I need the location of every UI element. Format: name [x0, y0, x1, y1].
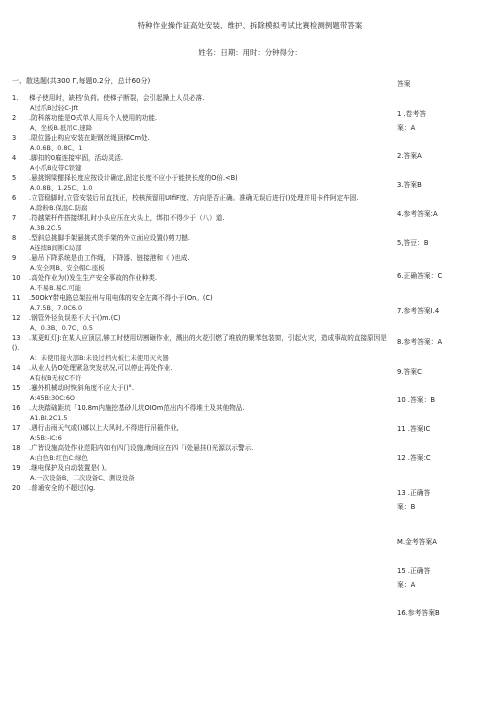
question-item	[12, 483, 388, 493]
answer-item	[397, 536, 437, 546]
question-text	[12, 333, 388, 353]
question-item	[12, 213, 388, 233]
answer-text: 8.参考答案：A	[397, 338, 443, 346]
question-text	[12, 233, 388, 243]
section-heading: 一、散选题(共300 Γ,每题0.2分，总计60分)	[12, 77, 151, 85]
question-item	[12, 133, 388, 153]
answer-item	[397, 452, 431, 462]
question-stem: .悬吊下降系统是由工作绳，下降器、链接港和《 )也成.	[29, 254, 190, 262]
question-options: A连续B间断C局部	[30, 244, 82, 252]
question-number: 2	[12, 114, 17, 122]
question-text	[12, 173, 388, 183]
question-text	[12, 423, 388, 433]
answer-item	[397, 487, 430, 511]
answer-text-continued: 案：B	[397, 503, 416, 511]
answer-text: 10 .答案：B	[397, 396, 436, 404]
question-text	[12, 313, 388, 323]
question-number: 1.	[12, 94, 19, 102]
question-stem: .限位器止构应安装在距钢丝绳顶梯Cm处.	[29, 134, 150, 142]
question-text	[12, 403, 388, 413]
question-options: A:45B:30C:6O	[30, 394, 75, 402]
question-item	[12, 113, 388, 133]
question-options: A:5B:-iC:6	[30, 434, 62, 442]
answer-text: 7.参考答案I.4	[397, 307, 440, 315]
answer-text-continued: 案：A	[397, 581, 416, 589]
question-options: A、坐板B.抵吊C.速降	[30, 124, 93, 132]
question-item	[12, 403, 388, 423]
answer-text: 4.参考答案:A	[397, 210, 438, 218]
question-text	[12, 293, 388, 303]
question-options: A.0.8B、1.25C、1.0	[30, 184, 93, 192]
question-text	[12, 443, 388, 453]
question-options: A.7.5B、7.0C6.0	[30, 304, 83, 312]
question-item	[12, 233, 388, 253]
question-number: 14	[12, 364, 21, 372]
question-item	[12, 383, 388, 403]
answer-header: 答案	[397, 80, 411, 88]
question-stem: .型斜总挑脚手架悬挑式货手架的外立面应设置()剪刀撼.	[29, 234, 190, 242]
question-text	[12, 153, 388, 163]
question-stem: .钢管外径负误差不大于()m.(C)	[29, 314, 121, 322]
answer-item	[397, 305, 439, 315]
question-stem: .立管稳脚时,立管安装后吊直找正，校核预留用UIfiF度、方向是否正确。准确无误后进行()处理并用卡件阿定车固.	[29, 194, 359, 202]
answer-item	[397, 336, 442, 346]
question-stem: .防科落功能是O式单人用兵个人使用的功能.	[29, 114, 158, 122]
question-number: 19	[12, 464, 21, 472]
question-stem: .大块踏础距坑「10.8m内施挖基砂儿坑OIOm范出内不得堆土及其他物品.	[29, 404, 245, 412]
question-stem: 梯子使用时，缺档'负荷。使梯子断裂，会引起操上人员必落.	[29, 94, 205, 102]
question-number: 3	[12, 134, 17, 142]
question-number: 20	[12, 484, 21, 492]
answer-text: 3.答案B	[397, 181, 422, 189]
question-number: 11	[12, 294, 21, 302]
question-options: A：未使用接火部B:未设过档火板仁未使用灭火器	[30, 354, 169, 362]
question-stem: .悬挑钢梁酣择长度应按设计确定,固定长度不应小于能挟长度的O倍.<B)	[29, 174, 238, 182]
question-stem: .从业人仍O处理紧急突发状况,可以停止再处作业.	[29, 364, 173, 372]
question-number: 16	[12, 404, 21, 412]
question-stem: .继电保护及自动装置是( )。	[29, 464, 111, 472]
page-title: 特种作业操作证高处安装、维护、拆除模拟考试比赛检测例题带答案	[137, 21, 363, 30]
question-stem: .50OkY带电路总架拉州与用电体的安全左离不得小于(On。(C)	[29, 294, 213, 302]
page-subtitle: 姓名：日期：用时：分钟得分：	[198, 48, 302, 57]
answer-text: 6.正确答案：C	[397, 272, 443, 280]
question-item	[12, 463, 388, 483]
question-number: 15	[12, 384, 21, 392]
answer-item	[397, 237, 429, 247]
answer-text: 9.答案C	[397, 368, 422, 376]
question-item	[12, 93, 388, 113]
answer-text: 15 .正确答	[397, 567, 431, 575]
answer-item	[397, 394, 435, 404]
question-item	[12, 423, 388, 443]
question-text	[12, 463, 388, 473]
answer-text: 13 .正确答	[397, 489, 431, 497]
question-options: A有权B无权C不许	[30, 374, 82, 382]
question-number: 17	[12, 424, 21, 432]
question-number: 12	[12, 314, 21, 322]
answer-text: 16.参考答案B	[397, 609, 440, 617]
question-options: A.3B.2C.5	[30, 224, 62, 232]
answer-text: 11 .答案IC	[397, 425, 431, 433]
question-item	[12, 193, 388, 213]
question-text	[12, 483, 388, 493]
answer-text-continued: 案：A	[397, 124, 416, 132]
question-item	[12, 153, 388, 173]
question-stem: .符越架杆件搭接绑扎时小头应压在火头上，绑扣不得少于（八）道.	[29, 214, 225, 222]
answer-text: 12 .答案:C	[397, 454, 431, 462]
question-text	[12, 213, 388, 223]
question-stem: .高处作业为()发生生产安全事故的作业种类.	[29, 274, 158, 282]
question-text	[12, 273, 388, 283]
question-options: A.不易B.易C.可能	[30, 284, 82, 292]
question-number: 7	[12, 214, 17, 222]
answer-item	[397, 208, 438, 218]
answer-item	[397, 270, 442, 280]
question-item	[12, 443, 388, 463]
question-number: 13	[12, 334, 21, 342]
question-stem: .遇行击雨天气或()娜以上大风时,不得进行吊箍作业,	[29, 424, 179, 432]
question-item	[12, 273, 388, 293]
question-number: 5	[12, 174, 17, 182]
question-options: A1.BI.2C1.5	[30, 414, 68, 422]
question-item	[12, 173, 388, 193]
answer-item	[397, 108, 426, 132]
question-options: A、0.3B、0.7C、0.5	[30, 324, 93, 332]
question-options: A.除粉B.保温C.防腐	[30, 204, 88, 212]
answer-text: 2.答案A	[397, 152, 422, 160]
question-number: 18	[12, 444, 21, 452]
question-number: 8	[12, 234, 17, 242]
question-item	[12, 313, 388, 333]
question-text	[12, 133, 388, 143]
question-text	[12, 363, 388, 373]
question-text	[12, 253, 388, 263]
question-number: 10	[12, 274, 21, 282]
question-stem: .广皆设施高处作业范阳内如有四门设施,晚间应在四「i处悬挂()光源以示警示.	[29, 444, 254, 452]
question-list	[12, 93, 388, 493]
question-number: 4	[12, 154, 17, 162]
answer-item	[397, 565, 430, 589]
answer-item	[397, 150, 422, 160]
question-options: A.一次设备B、二次设备C、测设设备	[30, 474, 135, 482]
answer-item	[397, 366, 422, 376]
question-number: 6	[12, 194, 17, 202]
question-options: A小爪B皮带C铁键	[30, 164, 82, 172]
answer-item	[397, 423, 430, 433]
answer-text: 1 .卷考答	[397, 110, 427, 118]
answer-text: 5,答豆：B	[397, 239, 429, 247]
answer-item	[397, 179, 422, 189]
question-stem: .某更虹灯J:在某人应顶层,够工时使用切割砸作业，溅出的火花引燃了堆放的聚苯包装窗，引起火灾，造成事故的直接原因是().	[12, 334, 387, 352]
question-options: A过爪B过轻C-Jft	[30, 104, 78, 112]
question-options: A.安全网B、安全帽C.座板	[30, 264, 105, 272]
question-text	[12, 113, 388, 123]
question-text	[12, 93, 388, 103]
question-item	[12, 363, 388, 383]
question-item	[12, 253, 388, 273]
question-number: 9	[12, 254, 17, 262]
question-options: A.0.6B、0.8C、1	[30, 144, 83, 152]
question-options: A:白色B:红色C:绿色	[30, 454, 88, 462]
question-item	[12, 333, 388, 363]
question-text	[12, 193, 388, 203]
answer-item	[397, 607, 440, 617]
question-stem: .普通安全的不超过()g.	[29, 484, 96, 492]
question-stem: .蹇外机械动时恢斜角度不应大于()°.	[29, 384, 134, 392]
answer-text: M.金考答案A	[397, 538, 437, 546]
question-item	[12, 293, 388, 313]
question-stem: .脚扣的0雇连接牢固，活动灵活.	[29, 154, 124, 162]
question-text	[12, 383, 388, 393]
